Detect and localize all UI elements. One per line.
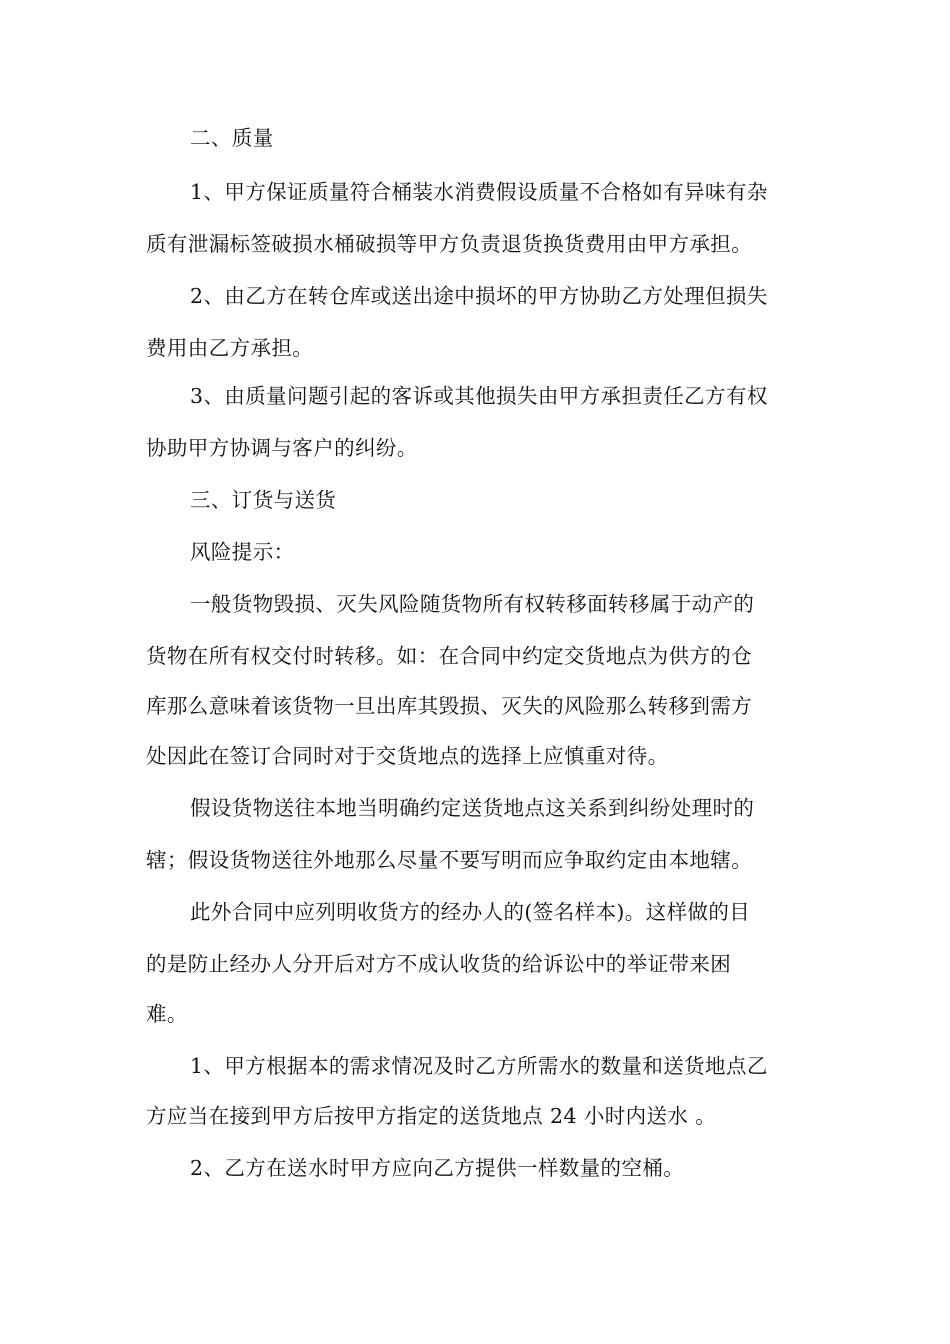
- paragraph-line: 库那么意味着该货物一旦出库其毁损、灭失的风险那么转移到需方: [146, 694, 753, 718]
- paragraph-line: 2、乙方在送水时甲方应向乙方提供一样数量的空桶。: [190, 1156, 685, 1180]
- paragraph-line: 费用由乙方承担。: [146, 336, 314, 360]
- paragraph-line: 协助甲方协调与客户的纠纷。: [146, 436, 418, 460]
- paragraph-line: 的是防止经办人分开后对方不成认收货的给诉讼中的举证带来困: [146, 952, 732, 976]
- paragraph-line: 3、由质量问题引起的客诉或其他损失由甲方承担责任乙方有权: [190, 384, 768, 408]
- section-heading-ordering: 三、订货与送货: [190, 488, 337, 512]
- paragraph-line: 难。: [146, 1002, 188, 1026]
- paragraph-line: 一般货物毁损、灭失风险随货物所有权转移面转移属于动产的: [190, 592, 755, 616]
- paragraph-line: 货物在所有权交付时转移。如：在合同中约定交货地点为供方的仓: [146, 644, 753, 668]
- paragraph-line: 辖；假设货物送往外地那么尽量不要写明而应争取约定由本地辖。: [146, 848, 753, 872]
- paragraph-line: 1、甲方根据本的需求情况及时乙方所需水的数量和送货地点乙: [190, 1054, 768, 1078]
- paragraph-line: 1、甲方保证质量符合桶装水消费假设质量不合格如有异味有杂: [190, 180, 768, 204]
- paragraph-line: 质有泄漏标签破损水桶破损等甲方负责退货换货费用由甲方承担。: [146, 232, 753, 256]
- risk-notice-label: 风险提示：: [190, 540, 295, 564]
- paragraph-line: 假设货物送往本地当明确约定送货地点这关系到纠纷处理时的: [190, 796, 755, 820]
- paragraph-line: 2、由乙方在转仓库或送出途中损坏的甲方协助乙方处理但损失: [190, 284, 768, 308]
- section-heading-quality: 二、质量: [190, 126, 274, 150]
- paragraph-line: 此外合同中应列明收货方的经办人的(签名样本)。这样做的目: [190, 900, 751, 924]
- paragraph-line: 方应当在接到甲方后按甲方指定的送货地点 24 小时内送水 。: [146, 1104, 717, 1128]
- paragraph-line: 处因此在签订合同时对于交货地点的选择上应慎重对待。: [146, 744, 669, 768]
